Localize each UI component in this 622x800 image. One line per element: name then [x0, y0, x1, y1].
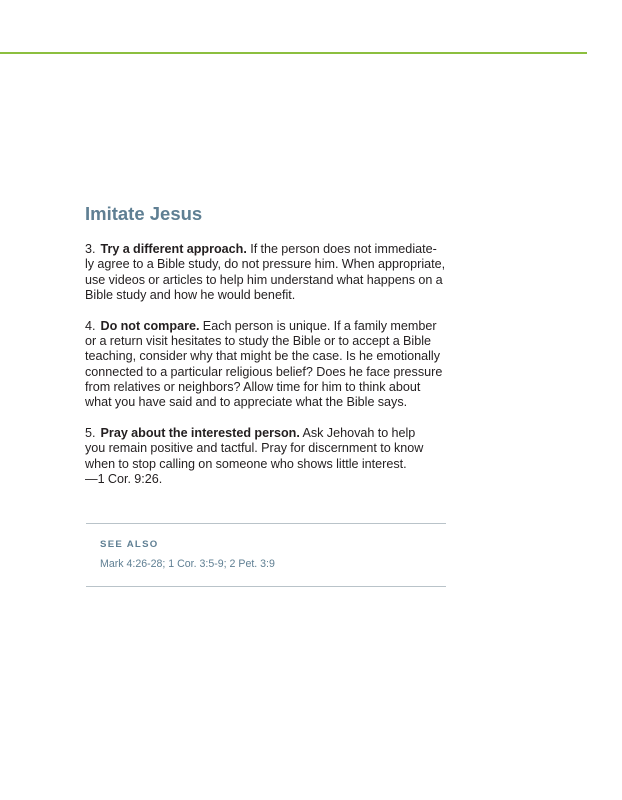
- point-number: 3.: [85, 242, 96, 256]
- point-line: use videos or articles to help him understand what happens on a: [85, 272, 443, 287]
- section-title: Imitate Jesus: [85, 203, 203, 224]
- see-also-heading: SEE ALSO: [100, 539, 159, 550]
- point-number: 4.: [85, 318, 96, 333]
- point-4: [85, 319, 447, 411]
- point-line: from relatives or neighbors? Allow time for him to think about: [85, 379, 421, 394]
- point-line: or a return visit hesitates to study the Bible or to accept a Bible: [85, 333, 432, 348]
- see-also-box: [86, 523, 446, 587]
- point-line: Bible study and how he would benefit.: [85, 287, 296, 302]
- point-number: 5.: [85, 425, 96, 440]
- point-lead: Do not compare.: [100, 318, 200, 333]
- point-lead: Pray about the interested person.: [100, 425, 300, 440]
- point-lead: Try a different approach.: [100, 242, 247, 256]
- main-content: [85, 203, 447, 503]
- point-line: what you have said and to appreciate what the Bible says.: [85, 395, 408, 410]
- see-also-references[interactable]: Mark 4:26-28; 1 Cor. 3:5-9; 2 Pet. 3:9: [100, 558, 275, 570]
- point-line: Each person is unique. If a family member: [202, 318, 437, 333]
- point-line: —1 Cor. 9:26.: [85, 471, 163, 486]
- point-line: connected to a particular religious belief? Does he face pressure: [85, 364, 443, 379]
- top-accent-rule: [0, 52, 587, 54]
- point-line: you remain positive and tactful. Pray for discernment to know: [85, 441, 424, 456]
- point-line: Ask Jehovah to help: [302, 425, 416, 440]
- point-3: [85, 242, 447, 303]
- point-line: If the person does not immediate-: [250, 242, 437, 256]
- point-5: [85, 426, 447, 487]
- point-line: when to stop calling on someone who shows little interest.: [85, 456, 407, 471]
- point-line: ly agree to a Bible study, do not pressure him. When appropriate,: [85, 257, 446, 272]
- point-line: teaching, consider why that might be the case. Is he emotionally: [85, 349, 441, 364]
